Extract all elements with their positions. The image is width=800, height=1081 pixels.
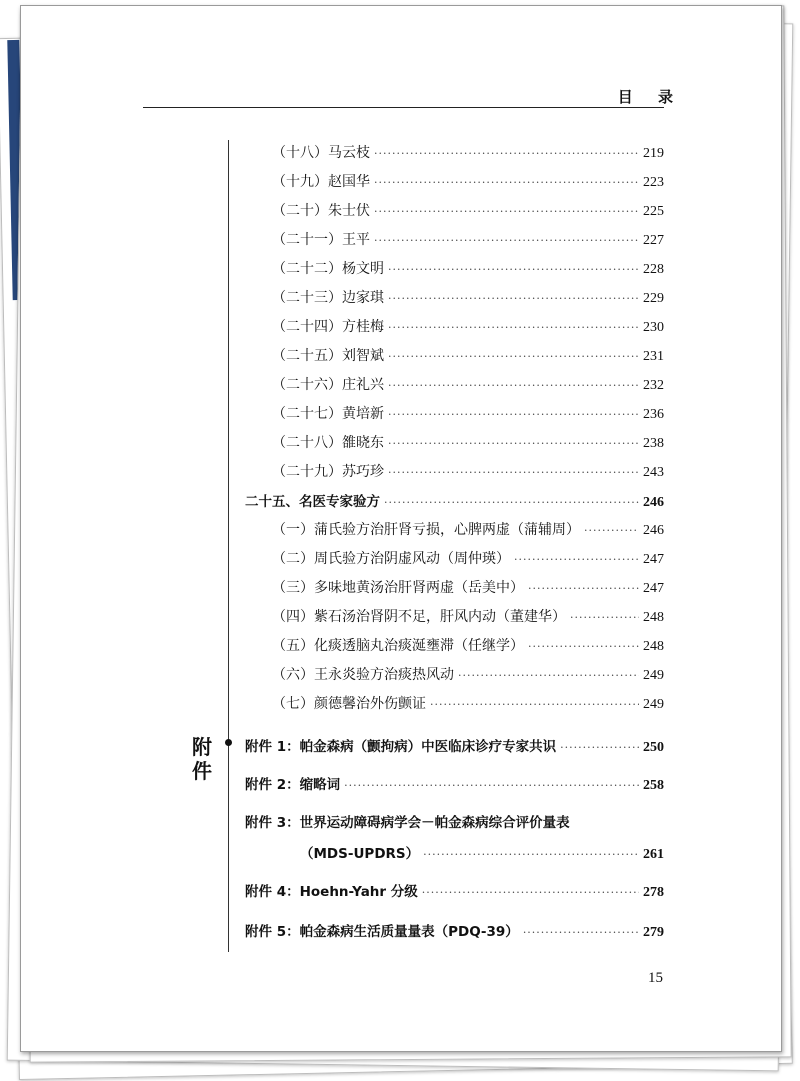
toc-entry[interactable] — [272, 345, 664, 365]
leader-dots — [514, 553, 639, 566]
toc-entry-page: 230 — [643, 320, 664, 335]
appendix-side-label: 附件 — [192, 735, 212, 783]
leader-dots — [388, 437, 639, 450]
toc-appendix-page: 250 — [643, 740, 664, 755]
toc-appendix-label: 附件 3：世界运动障碍病学会－帕金森病综合评价量表 — [245, 815, 570, 831]
page-number: 15 — [648, 970, 663, 986]
toc-entry-label: （六）王永炎验方治痰热风动 — [272, 667, 454, 683]
toc-entry[interactable] — [272, 461, 664, 481]
toc-entry[interactable] — [272, 171, 664, 191]
leader-dots — [384, 496, 639, 509]
toc-entry[interactable] — [272, 432, 664, 452]
toc-entry-page: 247 — [643, 581, 664, 596]
leader-dots — [528, 582, 639, 595]
toc-entry-label: （二十五）刘智斌 — [272, 348, 384, 364]
toc-entry-label: （二十一）王平 — [272, 232, 370, 248]
vertical-rule — [228, 140, 229, 952]
toc-entry-page: 227 — [643, 233, 664, 248]
header-rule — [143, 107, 664, 108]
toc-entry-page: 228 — [643, 262, 664, 277]
toc-appendix-page: 261 — [643, 847, 664, 862]
toc-entry-page: 243 — [643, 465, 664, 480]
toc-entry-page: 225 — [643, 204, 664, 219]
toc-appendix-entry[interactable] — [245, 880, 664, 901]
toc-entry-label: （五）化痰透脑丸治痰涎壅滞（任继学） — [272, 638, 524, 654]
leader-dots — [388, 408, 639, 421]
toc-entry[interactable] — [272, 606, 664, 626]
leader-dots — [458, 669, 639, 682]
toc-entry[interactable] — [272, 519, 664, 539]
toc-appendix-entry[interactable] — [245, 735, 664, 756]
toc-entry-page: 247 — [643, 552, 664, 567]
toc-entry-page: 219 — [643, 146, 664, 161]
toc-entry[interactable] — [272, 229, 664, 249]
toc-appendix-label: 附件 5：帕金森病生活质量量表（PDQ-39） — [245, 924, 519, 940]
toc-entry-page: 238 — [643, 436, 664, 451]
toc-entry-page: 231 — [643, 349, 664, 364]
toc-entry-page: 248 — [643, 639, 664, 654]
toc-entry[interactable] — [272, 287, 664, 307]
leader-dots — [388, 350, 639, 363]
leader-dots — [374, 205, 639, 218]
toc-entry-label: （二十九）苏巧珍 — [272, 464, 384, 480]
toc-appendix-label: 附件 1：帕金森病（颤拘病）中医临床诊疗专家共识 — [245, 739, 557, 755]
toc-appendix-label: （MDS-UPDRS） — [300, 846, 420, 862]
toc-entry[interactable] — [272, 316, 664, 336]
leader-dots — [388, 292, 639, 305]
toc-entry-page: 246 — [643, 523, 664, 538]
toc-appendix-page: 279 — [643, 925, 664, 940]
leader-dots — [388, 263, 639, 276]
page-header-title: 目 录 — [617, 88, 683, 106]
leader-dots — [422, 886, 639, 899]
toc-entry-page: 232 — [643, 378, 664, 393]
toc-appendix-entry-continuation[interactable] — [300, 842, 664, 863]
toc-entry-label: （二十四）方桂梅 — [272, 319, 384, 335]
bullet-dot — [225, 739, 232, 746]
leader-dots — [560, 741, 639, 754]
leader-dots — [374, 234, 639, 247]
leader-dots — [430, 698, 639, 711]
toc-entry-label: （四）紫石汤治肾阴不足，肝风内动（董建华） — [272, 609, 566, 625]
toc-entry-label: （二）周氏验方治阴虚风动（周仲瑛） — [272, 551, 510, 567]
toc-entry-page: 229 — [643, 291, 664, 306]
leader-dots — [584, 524, 639, 537]
leader-dots — [528, 640, 639, 653]
leader-dots — [523, 926, 639, 939]
toc-entry-page: 223 — [643, 175, 664, 190]
leader-dots — [423, 848, 639, 861]
toc-entry-page: 249 — [643, 668, 664, 683]
toc-appendix-entry[interactable] — [245, 920, 664, 941]
toc-appendix-page: 258 — [643, 778, 664, 793]
toc-entry-label: （二十八）雒晓东 — [272, 435, 384, 451]
toc-appendix-page: 278 — [643, 885, 664, 900]
toc-entry-label: （二十）朱士伏 — [272, 203, 370, 219]
toc-entry[interactable] — [272, 200, 664, 220]
toc-entry-label: （十九）赵国华 — [272, 174, 370, 190]
leader-dots — [388, 379, 639, 392]
toc-appendix-label: 附件 2：缩略词 — [245, 777, 341, 793]
toc-entry[interactable] — [272, 403, 664, 423]
toc-entry[interactable] — [272, 548, 664, 568]
toc-entry-label: （二十七）黄培新 — [272, 406, 384, 422]
toc-entry-label: （一）蒲氏验方治肝肾亏损，心脾两虚（蒲辅周） — [272, 522, 580, 538]
toc-section-entry[interactable] — [245, 490, 664, 511]
toc-entry-label: （二十三）边家琪 — [272, 290, 384, 306]
toc-appendix-entry[interactable] — [245, 773, 664, 794]
toc-entry-page: 236 — [643, 407, 664, 422]
toc-entry[interactable] — [272, 374, 664, 394]
leader-dots — [344, 779, 639, 792]
toc-entry-label: （二十六）庄礼兴 — [272, 377, 384, 393]
toc-entry-label: （七）颜德馨治外伤颤证 — [272, 696, 426, 712]
leader-dots — [570, 611, 639, 624]
toc-entry[interactable] — [272, 577, 664, 597]
toc-appendix-entry[interactable] — [245, 811, 664, 831]
toc-entry[interactable] — [272, 142, 664, 162]
toc-section-label: 二十五、名医专家验方 — [245, 494, 380, 510]
leader-dots — [388, 466, 639, 479]
leader-dots — [388, 321, 639, 334]
toc-entry-page: 248 — [643, 610, 664, 625]
toc-section-page: 246 — [643, 495, 664, 510]
leader-dots — [374, 147, 639, 160]
leader-dots — [374, 176, 639, 189]
toc-entry[interactable] — [272, 664, 664, 684]
toc-entry[interactable] — [272, 258, 664, 278]
toc-appendix-label: 附件 4：Hoehn-Yahr 分级 — [245, 884, 418, 900]
toc-entry-label: （三）多味地黄汤治肝肾两虚（岳美中） — [272, 580, 524, 596]
toc-entry-page: 249 — [643, 697, 664, 712]
toc-entry[interactable] — [272, 635, 664, 655]
toc-entry-label: （二十二）杨文明 — [272, 261, 384, 277]
toc-entry[interactable] — [272, 693, 664, 713]
toc-entry-label: （十八）马云枝 — [272, 145, 370, 161]
